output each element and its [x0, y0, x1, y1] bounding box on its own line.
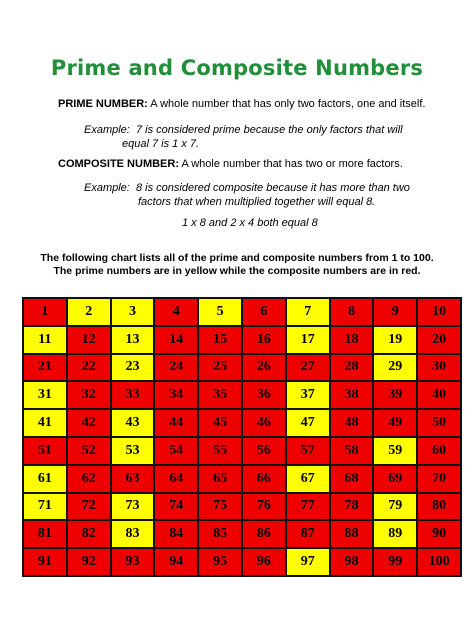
prime-cell: 53: [111, 437, 155, 465]
prime-example: [84, 123, 403, 151]
composite-definition: [58, 157, 403, 171]
prime-cell: 59: [373, 437, 417, 465]
composite-cell: 77: [286, 493, 330, 521]
composite-cell: 33: [111, 381, 155, 409]
composite-cell: 30: [417, 354, 461, 382]
composite-cell: 35: [198, 381, 242, 409]
prime-example-line1: 7 is considered prime because the only factors that will: [136, 124, 403, 136]
composite-cell: 92: [67, 548, 111, 576]
composite-cell: 55: [198, 437, 242, 465]
composite-example-line3: 1 x 8 and 2 x 4 both equal 8: [182, 217, 318, 229]
composite-cell: 1: [23, 298, 67, 326]
prime-cell: 23: [111, 354, 155, 382]
chart-intro-line2: The prime numbers are in yellow while the composite numbers are in red.: [53, 265, 421, 277]
composite-cell: 90: [417, 520, 461, 548]
prime-definition-text: A whole number that has only two factors, one and itself.: [150, 98, 426, 110]
composite-cell: 62: [67, 465, 111, 493]
composite-cell: 95: [198, 548, 242, 576]
prime-cell: 31: [23, 381, 67, 409]
composite-example-line1: 8 is considered composite because it has more than two: [136, 182, 410, 194]
composite-cell: 57: [286, 437, 330, 465]
composite-cell: 82: [67, 520, 111, 548]
composite-cell: 42: [67, 409, 111, 437]
composite-cell: 22: [67, 354, 111, 382]
prime-cell: 5: [198, 298, 242, 326]
composite-cell: 85: [198, 520, 242, 548]
composite-cell: 38: [330, 381, 374, 409]
prime-definition: [58, 97, 425, 111]
composite-cell: 12: [67, 326, 111, 354]
composite-cell: 78: [330, 493, 374, 521]
composite-cell: 27: [286, 354, 330, 382]
prime-cell: 29: [373, 354, 417, 382]
composite-cell: 45: [198, 409, 242, 437]
composite-cell: 54: [154, 437, 198, 465]
composite-cell: 15: [198, 326, 242, 354]
composite-cell: 91: [23, 548, 67, 576]
prime-example-line2: equal 7 is 1 x 7.: [122, 138, 200, 150]
composite-cell: 25: [198, 354, 242, 382]
composite-cell: 74: [154, 493, 198, 521]
composite-cell: 10: [417, 298, 461, 326]
composite-example: [84, 181, 410, 209]
composite-cell: 84: [154, 520, 198, 548]
composite-cell: 51: [23, 437, 67, 465]
composite-cell: 72: [67, 493, 111, 521]
composite-cell: 60: [417, 437, 461, 465]
prime-cell: 2: [67, 298, 111, 326]
prime-cell: 19: [373, 326, 417, 354]
composite-cell: 80: [417, 493, 461, 521]
composite-cell: 86: [242, 520, 286, 548]
composite-cell: 52: [67, 437, 111, 465]
page-title: Prime and Composite Numbers: [50, 56, 424, 80]
prime-cell: 41: [23, 409, 67, 437]
composite-example-label: Example:: [84, 182, 130, 194]
prime-cell: 47: [286, 409, 330, 437]
composite-cell: 70: [417, 465, 461, 493]
chart-intro-line1: The following chart lists all of the prime and composite numbers from 1 to 100.: [40, 252, 434, 264]
prime-cell: 73: [111, 493, 155, 521]
composite-cell: 24: [154, 354, 198, 382]
composite-cell: 63: [111, 465, 155, 493]
prime-cell: 43: [111, 409, 155, 437]
composite-cell: 21: [23, 354, 67, 382]
composite-cell: 94: [154, 548, 198, 576]
number-chart: [22, 297, 462, 577]
composite-cell: 32: [67, 381, 111, 409]
composite-cell: 44: [154, 409, 198, 437]
composite-cell: 18: [330, 326, 374, 354]
composite-cell: 58: [330, 437, 374, 465]
composite-cell: 34: [154, 381, 198, 409]
prime-example-label: Example:: [84, 124, 130, 136]
composite-cell: 96: [242, 548, 286, 576]
composite-cell: 69: [373, 465, 417, 493]
composite-cell: 81: [23, 520, 67, 548]
composite-cell: 88: [330, 520, 374, 548]
prime-cell: 3: [111, 298, 155, 326]
composite-cell: 48: [330, 409, 374, 437]
prime-cell: 13: [111, 326, 155, 354]
prime-cell: 17: [286, 326, 330, 354]
prime-cell: 67: [286, 465, 330, 493]
composite-cell: 14: [154, 326, 198, 354]
composite-cell: 9: [373, 298, 417, 326]
composite-example-line2: factors that when multiplied together will equal 8.: [138, 196, 376, 208]
composite-cell: 64: [154, 465, 198, 493]
composite-cell: 100: [417, 548, 461, 576]
composite-cell: 6: [242, 298, 286, 326]
prime-cell: 89: [373, 520, 417, 548]
composite-cell: 50: [417, 409, 461, 437]
composite-cell: 76: [242, 493, 286, 521]
composite-cell: 98: [330, 548, 374, 576]
composite-term: COMPOSITE NUMBER:: [58, 158, 179, 170]
composite-cell: 39: [373, 381, 417, 409]
prime-cell: 71: [23, 493, 67, 521]
composite-cell: 87: [286, 520, 330, 548]
prime-cell: 11: [23, 326, 67, 354]
composite-cell: 40: [417, 381, 461, 409]
composite-cell: 28: [330, 354, 374, 382]
composite-cell: 16: [242, 326, 286, 354]
composite-cell: 49: [373, 409, 417, 437]
composite-cell: 56: [242, 437, 286, 465]
composite-cell: 20: [417, 326, 461, 354]
prime-cell: 83: [111, 520, 155, 548]
prime-cell: 79: [373, 493, 417, 521]
prime-cell: 97: [286, 548, 330, 576]
composite-cell: 65: [198, 465, 242, 493]
prime-cell: 7: [286, 298, 330, 326]
composite-cell: 75: [198, 493, 242, 521]
prime-cell: 37: [286, 381, 330, 409]
composite-cell: 66: [242, 465, 286, 493]
prime-term: PRIME NUMBER:: [58, 98, 148, 110]
composite-cell: 46: [242, 409, 286, 437]
composite-cell: 4: [154, 298, 198, 326]
composite-definition-text: A whole number that has two or more factors.: [181, 158, 403, 170]
composite-cell: 26: [242, 354, 286, 382]
composite-cell: 68: [330, 465, 374, 493]
composite-cell: 36: [242, 381, 286, 409]
composite-cell: 93: [111, 548, 155, 576]
prime-cell: 61: [23, 465, 67, 493]
composite-cell: 8: [330, 298, 374, 326]
composite-cell: 99: [373, 548, 417, 576]
